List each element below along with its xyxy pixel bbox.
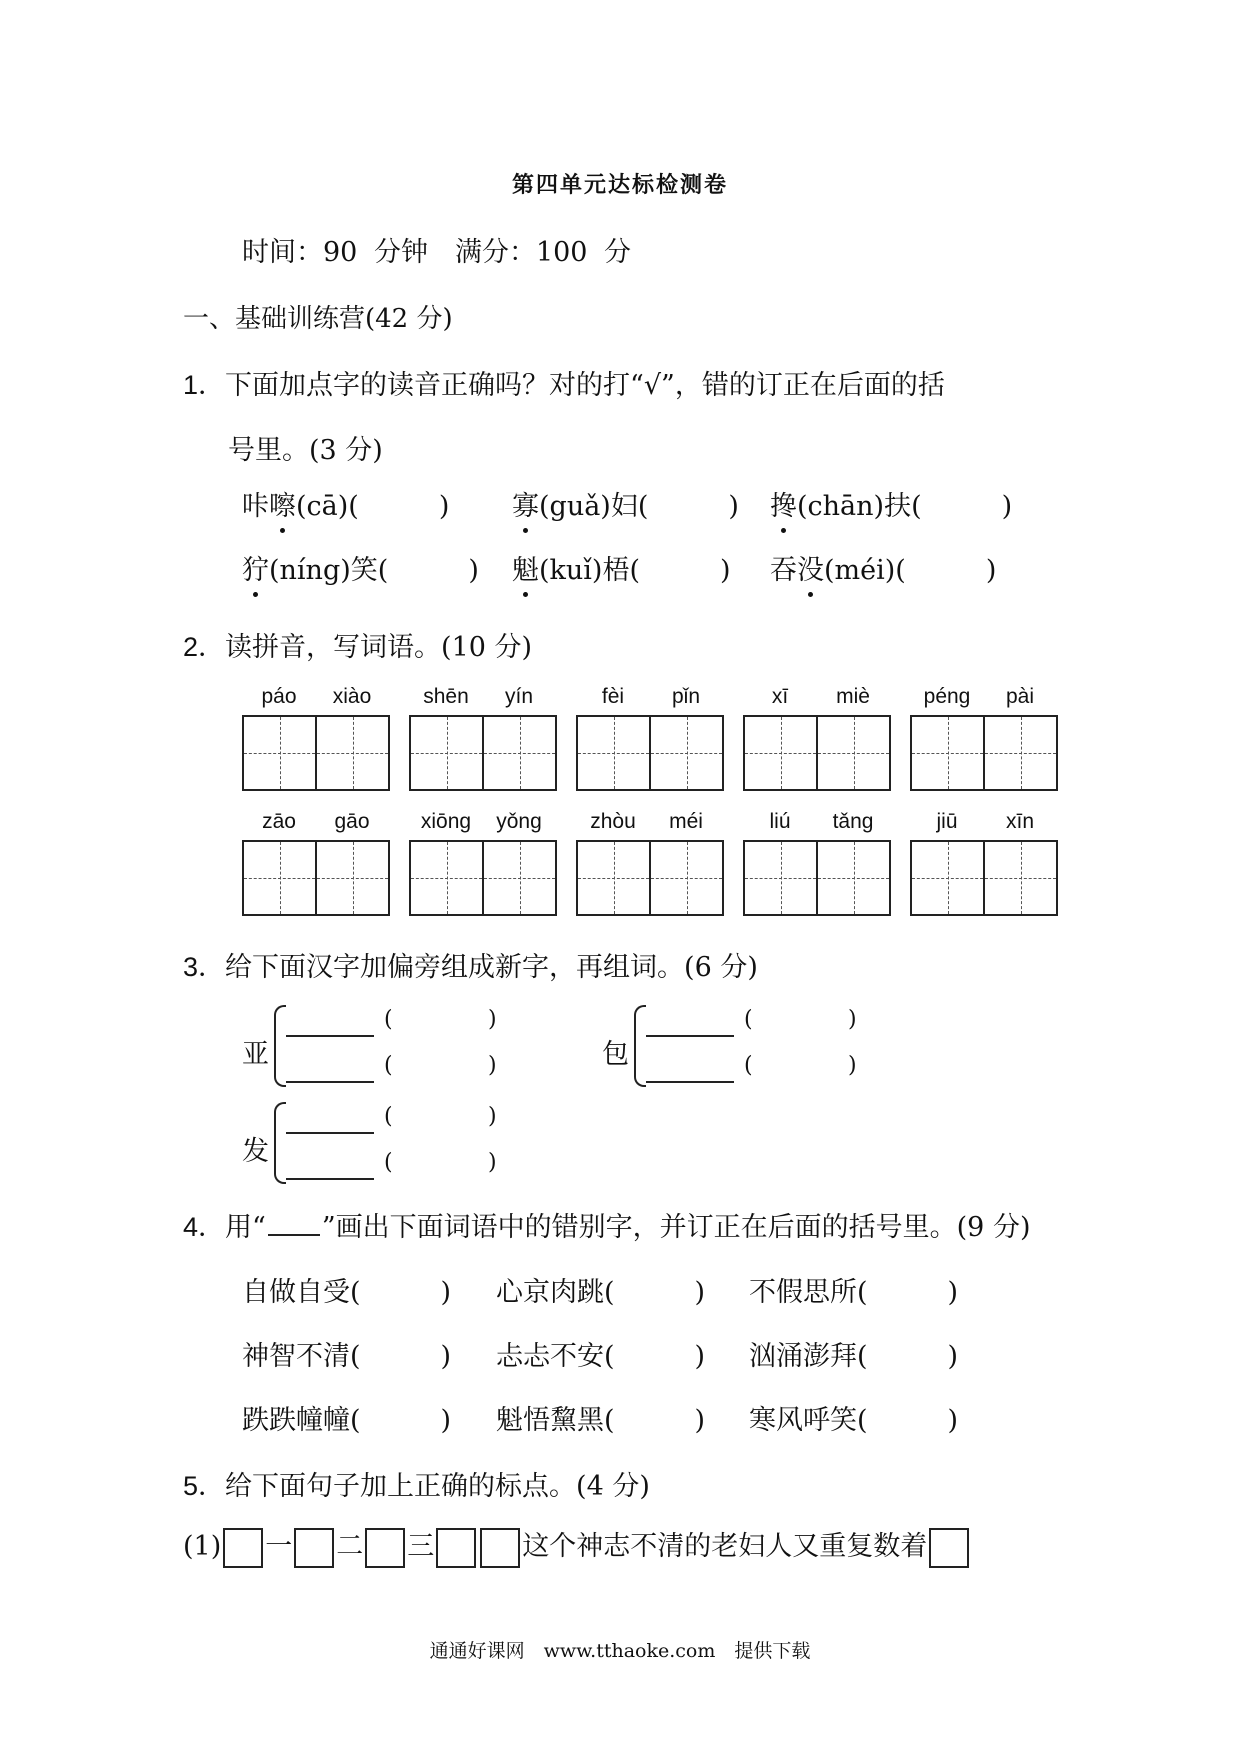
question-text: 给下面句子加上正确的标点。(4 分) [225, 1471, 650, 1502]
new-character-blank[interactable] [286, 1081, 374, 1083]
punctuation-box[interactable] [929, 1528, 969, 1568]
word-paren-close: ) [488, 1007, 497, 1032]
answer-paren-open: ( [350, 1341, 361, 1372]
word-paren-close: ) [848, 1007, 857, 1032]
word-prefix: 咔 [242, 491, 269, 522]
pinyin-syllable: yǒng [496, 810, 542, 833]
answer-paren-open: ( [348, 491, 359, 522]
pinyin-syllable: péng [923, 685, 971, 708]
answer-paren-open: ( [911, 491, 922, 522]
answer-paren-close: ) [440, 1405, 452, 1436]
answer-paren-close: ) [947, 1277, 959, 1308]
question-text: 给下面汉字加偏旁组成新字，再组词。(6 分) [225, 952, 758, 983]
word-paren-close: ) [488, 1150, 497, 1175]
writing-grid [576, 715, 724, 791]
pinyin-word-grid [576, 685, 724, 791]
typo-word-item [496, 1334, 705, 1373]
answer-paren-open: ( [350, 1277, 361, 1308]
word-paren-close: ) [488, 1104, 497, 1129]
answer-paren-close: ) [1001, 491, 1013, 522]
punctuation-sentence-1 [183, 1524, 971, 1568]
question-number: 2． [183, 632, 226, 662]
pinyin-syllable: méi [669, 810, 703, 833]
brace-icon [634, 1005, 646, 1087]
character-cell[interactable] [317, 717, 388, 789]
punctuation-box[interactable] [480, 1528, 520, 1568]
pinyin-and-suffix: (kuǐ)梧 [539, 555, 630, 586]
answer-paren-close: ) [720, 555, 731, 586]
pinyin-and-suffix: (guǎ)妇 [539, 491, 638, 522]
new-character-blank[interactable] [646, 1081, 734, 1083]
character-cell[interactable] [912, 842, 985, 914]
sentence-fragment: 三 [407, 1531, 435, 1562]
pinyin-syllable: fèi [601, 685, 625, 708]
writing-grid [409, 840, 557, 916]
pinyin-word-grid [242, 810, 390, 916]
answer-paren-close: ) [440, 1277, 452, 1308]
character-cell[interactable] [578, 842, 651, 914]
character-cell[interactable] [985, 717, 1056, 789]
answer-paren-close: ) [438, 491, 450, 522]
pronunciation-item [512, 548, 731, 587]
pinyin-syllable: tǎng [832, 810, 874, 833]
writing-grid [910, 840, 1058, 916]
word-text: 不假思所 [749, 1277, 857, 1308]
writing-grid [576, 840, 724, 916]
new-character-blank[interactable] [286, 1035, 374, 1037]
dotted-character: 魁 [512, 548, 539, 587]
word-paren-open: ( [384, 1150, 393, 1175]
pinyin-and-suffix: (méi) [824, 555, 896, 586]
typo-word-item [242, 1270, 451, 1309]
answer-paren-close: ) [728, 491, 739, 522]
answer-paren-open: ( [857, 1277, 868, 1308]
writing-grid [743, 840, 891, 916]
answer-paren-open: ( [377, 555, 389, 586]
base-character: 发 [242, 1136, 269, 1167]
answer-paren-open: ( [604, 1277, 615, 1308]
character-cell[interactable] [745, 842, 818, 914]
answer-paren-close: ) [468, 555, 479, 586]
word-text: 寒风呼笑 [749, 1405, 857, 1436]
pinyin-syllable: liú [769, 810, 791, 833]
answer-paren-close: ) [947, 1405, 959, 1436]
question-text-start: 用“ [225, 1212, 266, 1243]
question-number: 4． [183, 1212, 226, 1242]
answer-paren-close: ) [694, 1341, 706, 1372]
pinyin-word-grid [743, 685, 891, 791]
word-prefix: 吞 [770, 555, 797, 586]
page-title: 第四单元达标检测卷 [511, 172, 728, 198]
character-cell[interactable] [317, 842, 388, 914]
word-text: 心京肉跳 [496, 1277, 604, 1308]
word-text: 汹涌澎拜 [749, 1341, 857, 1372]
pinyin-word-grid [910, 810, 1058, 916]
typo-word-item [496, 1270, 705, 1309]
character-cell[interactable] [985, 842, 1056, 914]
section-heading-basics: 一、基础训练营(42 分) [183, 304, 453, 334]
character-cell[interactable] [745, 717, 818, 789]
punctuation-box[interactable] [365, 1528, 405, 1568]
answer-paren-open: ( [604, 1341, 615, 1372]
pronunciation-item [512, 484, 739, 523]
sentence-label: (1) [183, 1531, 222, 1562]
question-text: 下面加点字的读音正确吗？对的打“√”，错的订正在后面的括 [225, 370, 945, 401]
typo-word-item [496, 1398, 705, 1437]
pinyin-syllable: zhòu [590, 810, 636, 833]
word-text: 跌跌幢幢 [242, 1405, 350, 1436]
brace-icon [274, 1005, 286, 1087]
writing-grid [409, 715, 557, 791]
underline-sample [268, 1214, 320, 1236]
sentence-fragment: 这个神志不清的老妇人又重复数着 [522, 1531, 928, 1562]
word-paren-close: ) [848, 1053, 857, 1078]
question-1-prompt-cont: 号里。(3 分) [228, 435, 383, 466]
pinyin-word-grid [242, 685, 390, 791]
pinyin-syllable: pǐn [671, 685, 701, 708]
pinyin-syllable: páo [261, 685, 297, 708]
answer-paren-close: ) [440, 1341, 452, 1372]
character-cell[interactable] [411, 842, 484, 914]
answer-paren-open: ( [604, 1405, 615, 1436]
pinyin-syllable: gāo [334, 810, 370, 833]
pinyin-word-grid [910, 685, 1058, 791]
pinyin-and-suffix: (cā) [296, 491, 349, 522]
question-text: 读拼音，写词语。(10 分) [225, 632, 533, 663]
pinyin-syllable: xī [771, 685, 789, 708]
answer-paren-close: ) [694, 1405, 706, 1436]
writing-grid [743, 715, 891, 791]
question-5-prompt [183, 1464, 650, 1503]
punctuation-box[interactable] [436, 1528, 476, 1568]
new-character-blank[interactable] [646, 1035, 734, 1037]
character-cell[interactable] [244, 717, 317, 789]
typo-word-item [749, 1334, 958, 1373]
word-text: 神智不清 [242, 1341, 350, 1372]
pronunciation-item [770, 484, 1012, 523]
base-character: 亚 [242, 1039, 269, 1070]
brace-icon [274, 1102, 286, 1184]
dotted-character: 没 [797, 548, 824, 587]
question-number: 1． [183, 370, 226, 400]
typo-word-item [749, 1398, 958, 1437]
character-cell[interactable] [411, 717, 484, 789]
answer-paren-open: ( [629, 555, 640, 586]
word-paren-open: ( [384, 1007, 393, 1032]
exam-meta: 时间：90 分钟 满分：100 分 [242, 237, 632, 268]
word-text: 自做自受 [242, 1277, 350, 1308]
pinyin-syllable: xiōng [420, 810, 472, 833]
word-paren-open: ( [384, 1104, 393, 1129]
question-number: 5． [183, 1471, 226, 1501]
dotted-character: 狞 [242, 548, 269, 587]
answer-paren-open: ( [857, 1341, 868, 1372]
pinyin-syllable: xīn [1005, 810, 1034, 833]
character-cell[interactable] [578, 717, 651, 789]
word-paren-open: ( [744, 1007, 753, 1032]
sentence-fragment: 一 [265, 1531, 293, 1562]
character-cell[interactable] [484, 717, 555, 789]
punctuation-box[interactable] [223, 1528, 263, 1568]
base-character: 包 [602, 1039, 629, 1070]
question-text-end: ”画出下面词语中的错别字，并订正在后面的括号里。(9 分) [321, 1212, 1031, 1243]
answer-paren-open: ( [895, 555, 906, 586]
writing-grid [242, 715, 390, 791]
character-cell[interactable] [818, 842, 889, 914]
answer-paren-close: ) [985, 555, 997, 586]
answer-paren-close: ) [694, 1277, 706, 1308]
pinyin-and-suffix: (níng)笑 [269, 555, 378, 586]
new-character-blank[interactable] [286, 1178, 374, 1180]
dotted-character: 搀 [770, 484, 797, 523]
pinyin-word-grid [409, 685, 557, 791]
answer-paren-close: ) [947, 1341, 959, 1372]
answer-paren-open: ( [350, 1405, 361, 1436]
writing-grid [910, 715, 1058, 791]
question-4-prompt [183, 1205, 1030, 1244]
typo-word-item [749, 1270, 958, 1309]
character-cell[interactable] [651, 842, 722, 914]
typo-word-item [242, 1398, 451, 1437]
character-cell[interactable] [912, 717, 985, 789]
word-paren-open: ( [384, 1053, 393, 1078]
pinyin-word-grid [743, 810, 891, 916]
answer-paren-open: ( [637, 491, 649, 522]
word-paren-close: ) [488, 1053, 497, 1078]
pinyin-syllable: pài [1005, 685, 1035, 708]
word-paren-open: ( [744, 1053, 753, 1078]
pinyin-syllable: shēn [423, 685, 469, 708]
answer-paren-open: ( [857, 1405, 868, 1436]
character-cell[interactable] [651, 717, 722, 789]
question-2-prompt [183, 625, 532, 664]
word-text: 忐忐不安 [496, 1341, 604, 1372]
new-character-blank[interactable] [286, 1132, 374, 1134]
sentence-fragment: 二 [336, 1531, 364, 1562]
punctuation-box[interactable] [294, 1528, 334, 1568]
writing-grid [242, 840, 390, 916]
footer-source: 通通好课网 www.tthaoke.com 提供下载 [429, 1640, 811, 1662]
pronunciation-item [770, 548, 996, 587]
pinyin-word-grid [576, 810, 724, 916]
pronunciation-item [242, 548, 479, 587]
typo-word-item [242, 1334, 451, 1373]
pinyin-and-suffix: (chān)扶 [797, 491, 912, 522]
question-1-prompt [183, 363, 945, 402]
question-3-prompt [183, 945, 758, 984]
character-cell[interactable] [484, 842, 555, 914]
dotted-character: 寡 [512, 484, 539, 523]
dotted-character: 嚓 [269, 484, 296, 523]
pinyin-syllable: zāo [262, 810, 296, 833]
character-cell[interactable] [818, 717, 889, 789]
word-text: 魁悟黧黑 [496, 1405, 604, 1436]
question-number: 3． [183, 952, 226, 982]
pinyin-syllable: jiū [936, 810, 958, 833]
pinyin-syllable: xiào [332, 685, 372, 708]
pinyin-syllable: miè [836, 685, 870, 708]
pinyin-syllable: yín [504, 685, 533, 708]
character-cell[interactable] [244, 842, 317, 914]
pinyin-word-grid [409, 810, 557, 916]
pronunciation-item [242, 484, 449, 523]
